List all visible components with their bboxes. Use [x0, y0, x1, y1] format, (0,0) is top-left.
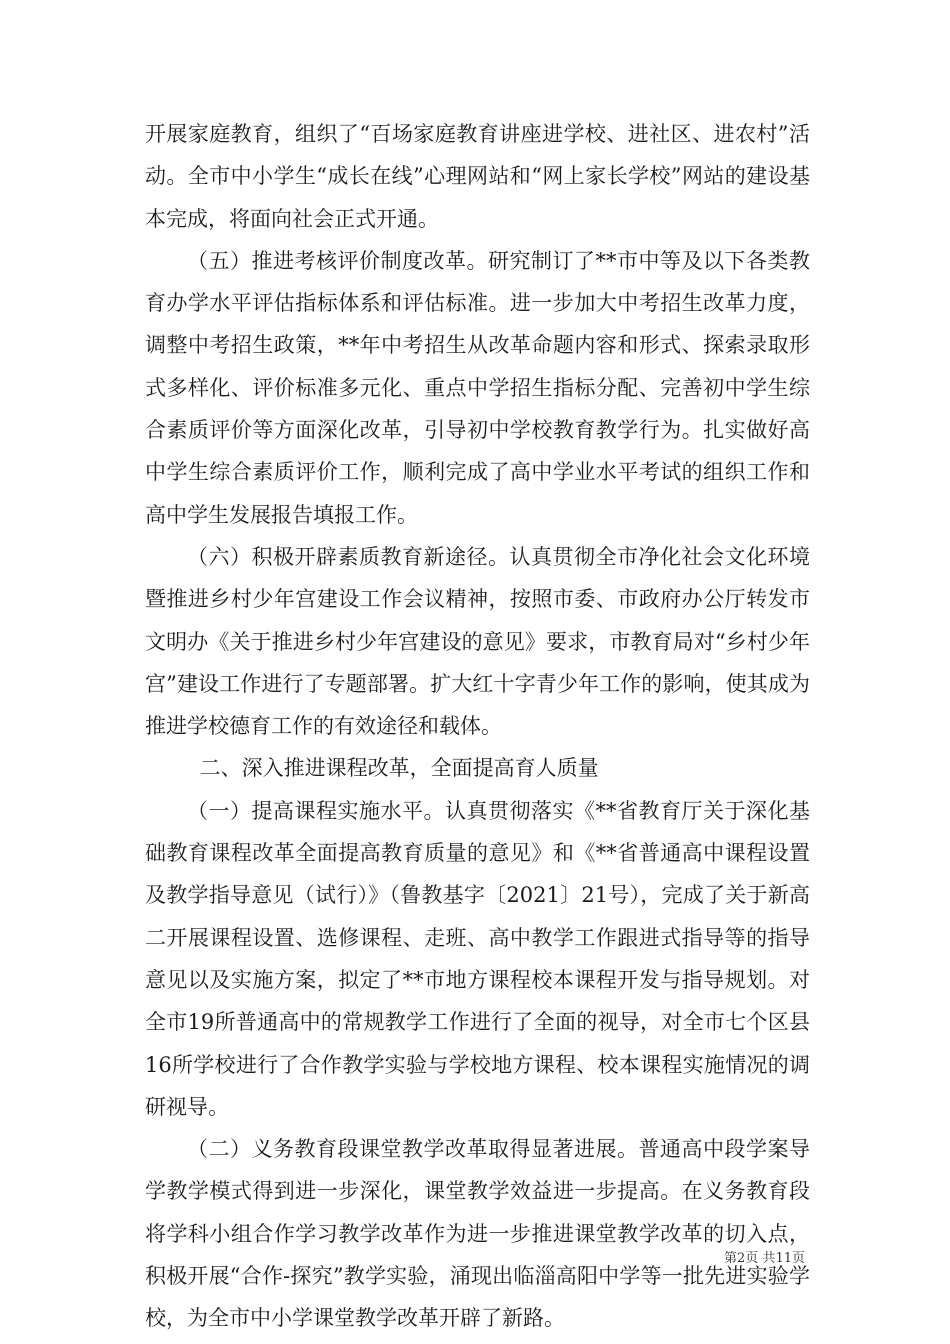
footer-suffix: 页: [791, 1251, 805, 1266]
footer-current-page: 2: [737, 1251, 746, 1266]
paragraph-evaluation-reform: （五）推进考核评价制度改革。研究制订了**市中等及以下各类教育办学水平评估指标体系和评估标准。进一步加大中考招生改革力度，调整中考招生政策，**年中考招生从改革命题内容和形式、探索录取形式多样化、评价标准多元化、重点中学招生指标分配、完善初中学生综合素质评价等方面深化改革，引导初中学校教育教学行为。扎实做好高中学生综合素质评价工作，顺利完成了高中学业水平考试的组织工作和高中学生发展报告填报工作。: [145, 248, 810, 527]
footer-total-pages: 11: [775, 1251, 792, 1266]
paragraph-classroom-reform: （二）义务教育段课堂教学改革取得显著进展。普通高中段学案导学教学模式得到进一步深化，课堂教学效益进一步提高。在义务教育段将学科小组合作学习教学改革作为进一步推进课堂教学改革的切入点，积极开展“合作-探究”教学实验，涌现出临淄高阳中学等一批先进实验学校，为全市中小学课堂教学改革开辟了新路。: [145, 1137, 810, 1331]
paragraph-quality-education: （六）积极开辟素质教育新途径。认真贯彻全市净化社会文化环境暨推进乡村少年宫建设工作会议精神，按照市委、市政府办公厅转发市文明办《关于推进乡村少年宫建设的意见》要求，市教育局对“乡村少年宫”建设工作进行了专题部署。扩大红十字青少年工作的影响，使其成为推进学校德育工作的有效途径和载体。: [145, 544, 810, 739]
section-heading-curriculum-reform: 二、深入推进课程改革，全面提高育人质量: [199, 756, 599, 781]
page-footer: [724, 1247, 805, 1266]
paragraph-family-education: 开展家庭教育，组织了“百场家庭教育讲座进学校、进社区、进农村”活动。全市中小学生“成长在线”心理网站和“网上家长学校”网站的建设基本完成，将面向社会正式开通。: [145, 122, 810, 231]
document-body: [145, 113, 810, 1340]
paragraph-curriculum-implementation: （一）提高课程实施水平。认真贯彻落实《**省教育厅关于深化基础教育课程改革全面提高教育质量的意见》和《**省普通高中课程设置及教学指导意见（试行）》（鲁教基字〔2021〕21号），完成了关于新高二开展课程设置、选修课程、走班、高中教学工作跟进式指导等的指导意见以及实施方案，拟定了**市地方课程校本课程开发与指导规划。对全市19所普通高中的常规教学工作进行了全面的视导，对全市七个区县16所学校进行了合作教学实验与学校地方课程、校本课程实施情况的调研视导。: [145, 798, 810, 1119]
footer-middle: 页 共: [745, 1251, 776, 1266]
footer-prefix: 第: [724, 1251, 738, 1266]
